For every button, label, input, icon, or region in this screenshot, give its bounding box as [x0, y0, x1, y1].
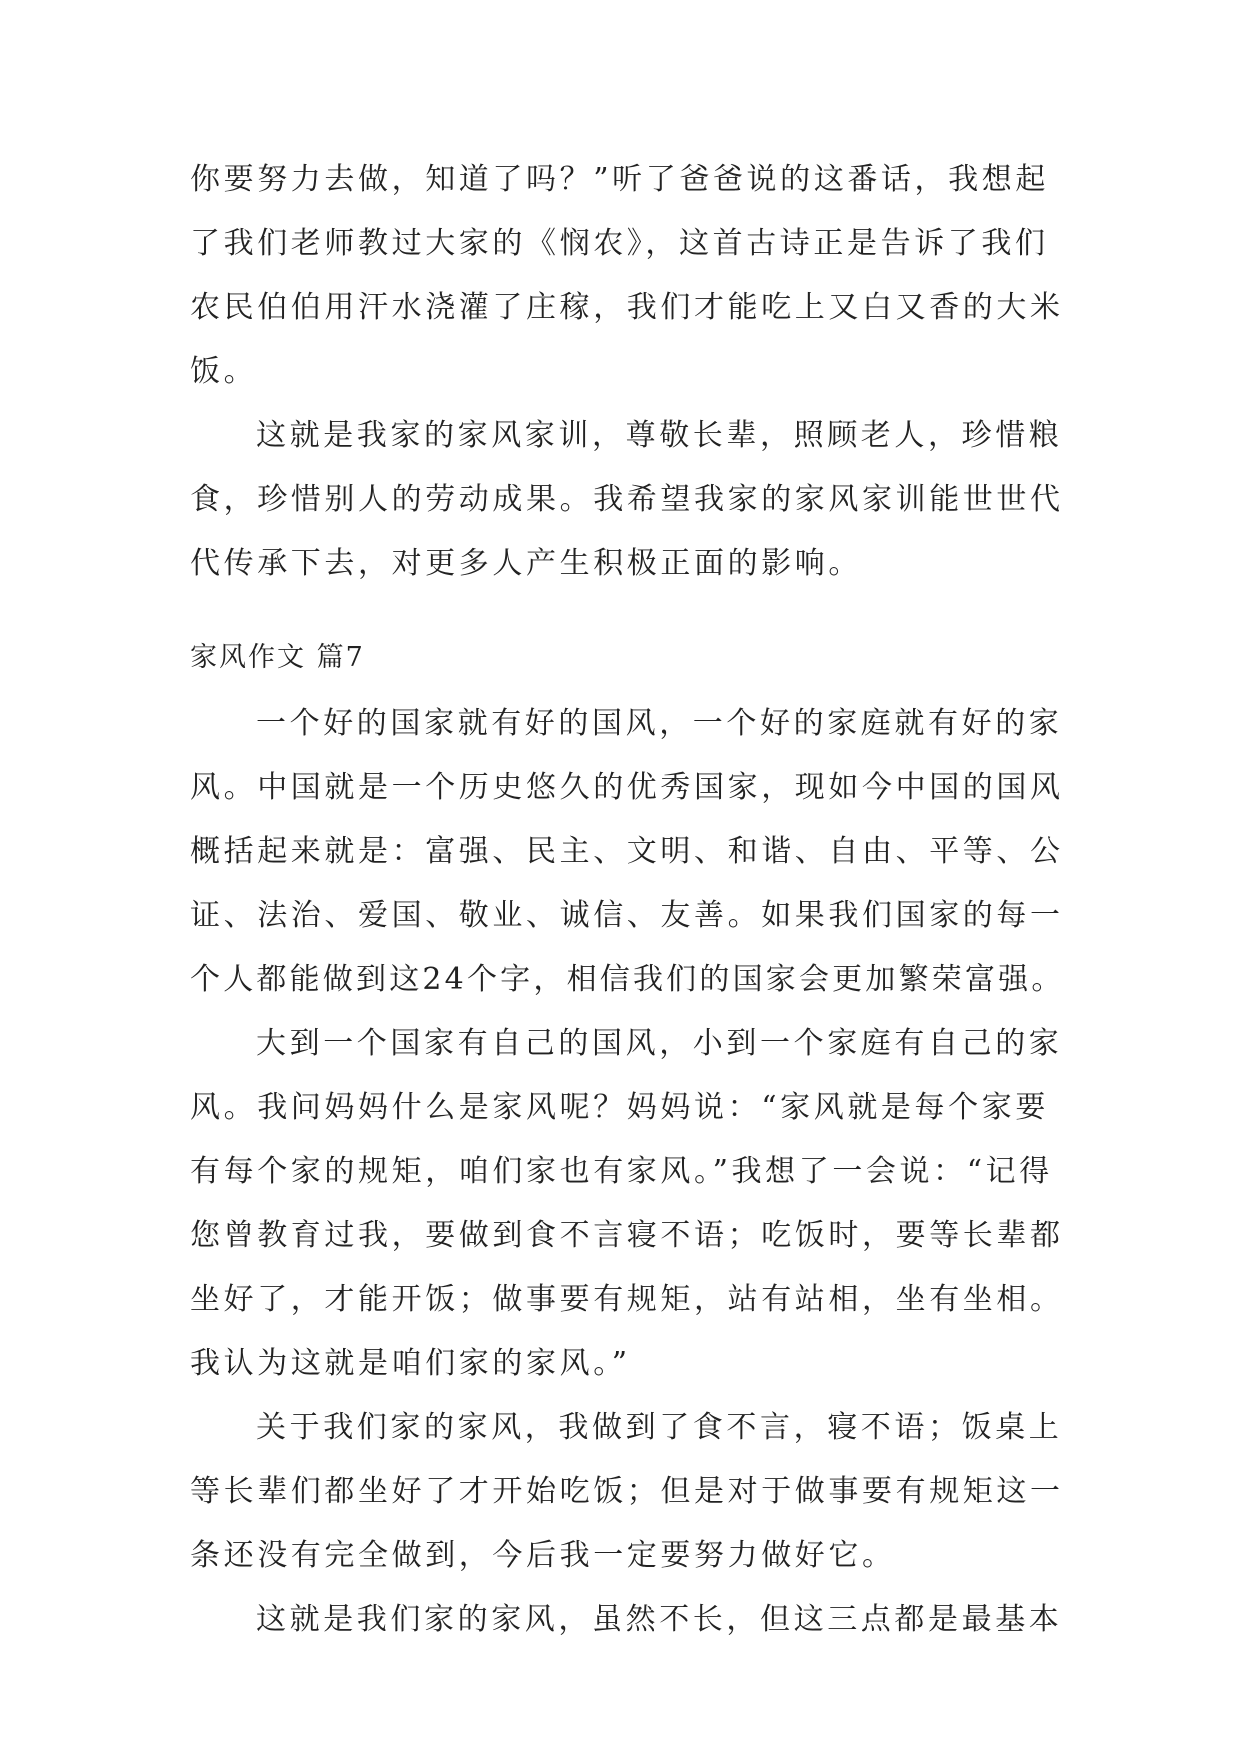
text-line: 您曾教育过我，要做到食不言寝不语；吃饭时，要等长辈都: [190, 1218, 1064, 1253]
text-line: 关于我们家的家风，我做到了食不言，寝不语；饭桌上: [256, 1410, 1063, 1445]
text-line: 代传承下去，对更多人产生积极正面的影响。: [190, 546, 862, 581]
text-line: 等长辈们都坐好了才开始吃饭；但是对于做事要有规矩这一: [190, 1474, 1064, 1509]
text-line: 你要努力去做，知道了吗？”听了爸爸说的这番话，我想起: [190, 162, 1049, 197]
text-line: 风。我问妈妈什么是家风呢？妈妈说：“家风就是每个家要: [190, 1090, 1049, 1125]
text-line: 一个好的国家就有好的国风，一个好的家庭就有好的家: [256, 706, 1063, 741]
text-line: 个人都能做到这24个字，相信我们的国家会更加繁荣富强。: [190, 962, 1065, 997]
section-heading: 家风作文 篇7: [190, 642, 365, 673]
text-line: 有每个家的规矩，咱们家也有家风。”我想了一会说：“记得: [190, 1154, 1053, 1189]
text-line: 农民伯伯用汗水浇灌了庄稼，我们才能吃上又白又香的大米: [190, 290, 1064, 325]
text-line: 这就是我们家的家风，虽然不长，但这三点都是最基本: [256, 1602, 1063, 1637]
text-line: 坐好了，才能开饭；做事要有规矩，站有站相，坐有坐相。: [190, 1282, 1064, 1317]
text-line: 概括起来就是：富强、民主、文明、和谐、自由、平等、公: [190, 834, 1064, 869]
text-line: 我认为这就是咱们家的家风。”: [190, 1346, 631, 1381]
text-line: 了我们老师教过大家的《悯农》，这首古诗正是告诉了我们: [190, 226, 1049, 261]
text-line: 条还没有完全做到，今后我一定要努力做好它。: [190, 1538, 896, 1573]
text-line: 风。中国就是一个历史悠久的优秀国家，现如今中国的国风: [190, 770, 1064, 805]
text-line: 饭。: [190, 354, 258, 389]
text-line: 大到一个国家有自己的国风，小到一个家庭有自己的家: [256, 1026, 1063, 1061]
text-line: 食，珍惜别人的劳动成果。我希望我家的家风家训能世世代: [190, 482, 1064, 517]
text-line: 证、法治、爱国、敬业、诚信、友善。如果我们国家的每一: [190, 898, 1064, 933]
text-line: 这就是我家的家风家训，尊敬长辈，照顾老人，珍惜粮: [256, 418, 1063, 453]
